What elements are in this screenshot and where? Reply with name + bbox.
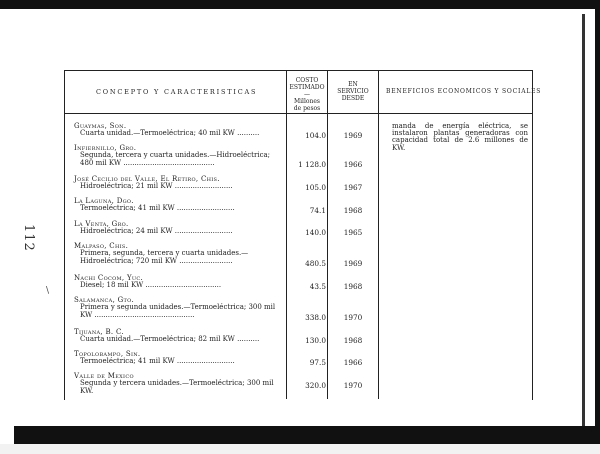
row-description: Segunda, tercera y cuarta unidades.—Hidroeléctrica; 480 mil KW .........................................	[80, 151, 271, 167]
header-service	[329, 81, 377, 102]
row-description: Segunda y tercera unidades.—Termoeléctrica; 300 mil KW.	[80, 379, 274, 395]
table-row	[74, 123, 284, 138]
row-cost: 97.5	[309, 358, 326, 367]
scan-border-bottom	[14, 426, 600, 444]
row-title: Salamanca, Gto.	[74, 296, 135, 304]
header-service-line: EN	[348, 81, 358, 88]
scan-border-right-inner	[582, 14, 585, 439]
row-year: 1969	[343, 131, 363, 140]
row-description: Termoeléctrica; 41 mil KW ..........................	[80, 357, 235, 366]
row-description: Hidroeléctrica; 21 mil KW ..........................	[80, 182, 233, 191]
header-cost-line: de pesos	[293, 105, 321, 112]
header-cost	[288, 77, 326, 112]
scan-border-right	[595, 0, 600, 454]
row-title: La Venta, Gro.	[74, 220, 129, 228]
table-row	[74, 373, 284, 395]
header-cost-line: —	[304, 91, 310, 98]
row-year: 1968	[343, 206, 363, 215]
row-year: 1969	[343, 259, 363, 268]
scan-border-top	[0, 0, 600, 9]
header-service-line: DESDE	[341, 95, 365, 102]
row-cost: 105.0	[305, 183, 326, 192]
row-description: Diesel; 18 mil KW ..................................	[80, 281, 222, 290]
column-divider-year	[327, 70, 328, 399]
row-title: Guaymas, Son.	[74, 122, 127, 130]
table-row	[74, 145, 284, 167]
table-row	[74, 198, 284, 213]
row-title: Infiernillo, Gro.	[74, 144, 137, 152]
row-year: 1968	[343, 282, 363, 291]
row-title: Topolobampo, Sin.	[74, 350, 141, 358]
header-divider	[64, 113, 532, 114]
row-title: La Laguna, Dgo.	[74, 197, 134, 205]
row-year: 1966	[343, 160, 363, 169]
header-cost-line: Millones	[293, 98, 320, 105]
header-service-line: SERVICIO	[337, 88, 369, 95]
margin-mark: \	[46, 286, 50, 296]
header-benefits: BENEFICIOS ECONOMICOS Y SOCIALES	[386, 88, 542, 95]
row-title: Valle de Mexico	[74, 372, 134, 380]
row-cost: 74.1	[309, 206, 326, 215]
row-cost: 338.0	[305, 313, 326, 322]
row-cost: 104.0	[305, 131, 326, 140]
page-number: 112	[21, 224, 36, 252]
row-cost: 130.0	[305, 336, 326, 345]
table-row	[74, 243, 284, 265]
row-title: José Cecilio del Valle, El Retiro, Chis.	[74, 175, 220, 183]
row-description: Primera, segunda, tercera y cuarta unidades.—Hidroeléctrica; 720 mil KW ........................	[80, 249, 249, 265]
benefits-text: manda de energía eléctrica, se instalaron plantas generadoras con capacidad total de 2.6 millones de KW.	[392, 122, 528, 152]
row-cost: 140.0	[305, 228, 326, 237]
row-year: 1968	[343, 336, 363, 345]
row-year: 1970	[343, 313, 363, 322]
row-year: 1966	[343, 358, 363, 367]
table-row	[74, 351, 284, 366]
table-row	[74, 297, 284, 319]
row-cost: 1 128.0	[298, 160, 326, 169]
row-description: Cuarta unidad.—Termoeléctrica; 82 mil KW ..........	[80, 335, 260, 344]
scan-border-bottom-edge	[0, 444, 600, 454]
column-divider-benefits	[378, 70, 379, 399]
table-row	[74, 176, 284, 191]
table-row	[74, 275, 284, 290]
row-description: Termoeléctrica; 41 mil KW ..........................	[80, 204, 235, 213]
row-title: Tijuana, B. C.	[74, 328, 124, 336]
row-title: Nachi Cocom, Yuc.	[74, 274, 144, 282]
row-year: 1965	[343, 228, 363, 237]
table-row	[74, 329, 284, 344]
row-description: Cuarta unidad.—Termoeléctrica; 40 mil KW ..........	[80, 129, 260, 138]
row-cost: 320.0	[305, 381, 326, 390]
header-cost-line: ESTIMADO	[289, 84, 325, 91]
row-description: Primera y segunda unidades.—Termoeléctrica; 300 mil KW .............................................	[80, 303, 276, 319]
header-concept: CONCEPTO Y CARACTERISTICAS	[96, 88, 258, 96]
header-cost-line: COSTO	[295, 77, 319, 84]
row-description: Hidroeléctrica; 24 mil KW ..........................	[80, 227, 233, 236]
row-cost: 480.5	[305, 259, 326, 268]
row-cost: 43.5	[309, 282, 326, 291]
row-year: 1967	[343, 183, 363, 192]
row-year: 1970	[343, 381, 363, 390]
table-row	[74, 221, 284, 236]
row-title: Malpaso, Chis.	[74, 242, 129, 250]
